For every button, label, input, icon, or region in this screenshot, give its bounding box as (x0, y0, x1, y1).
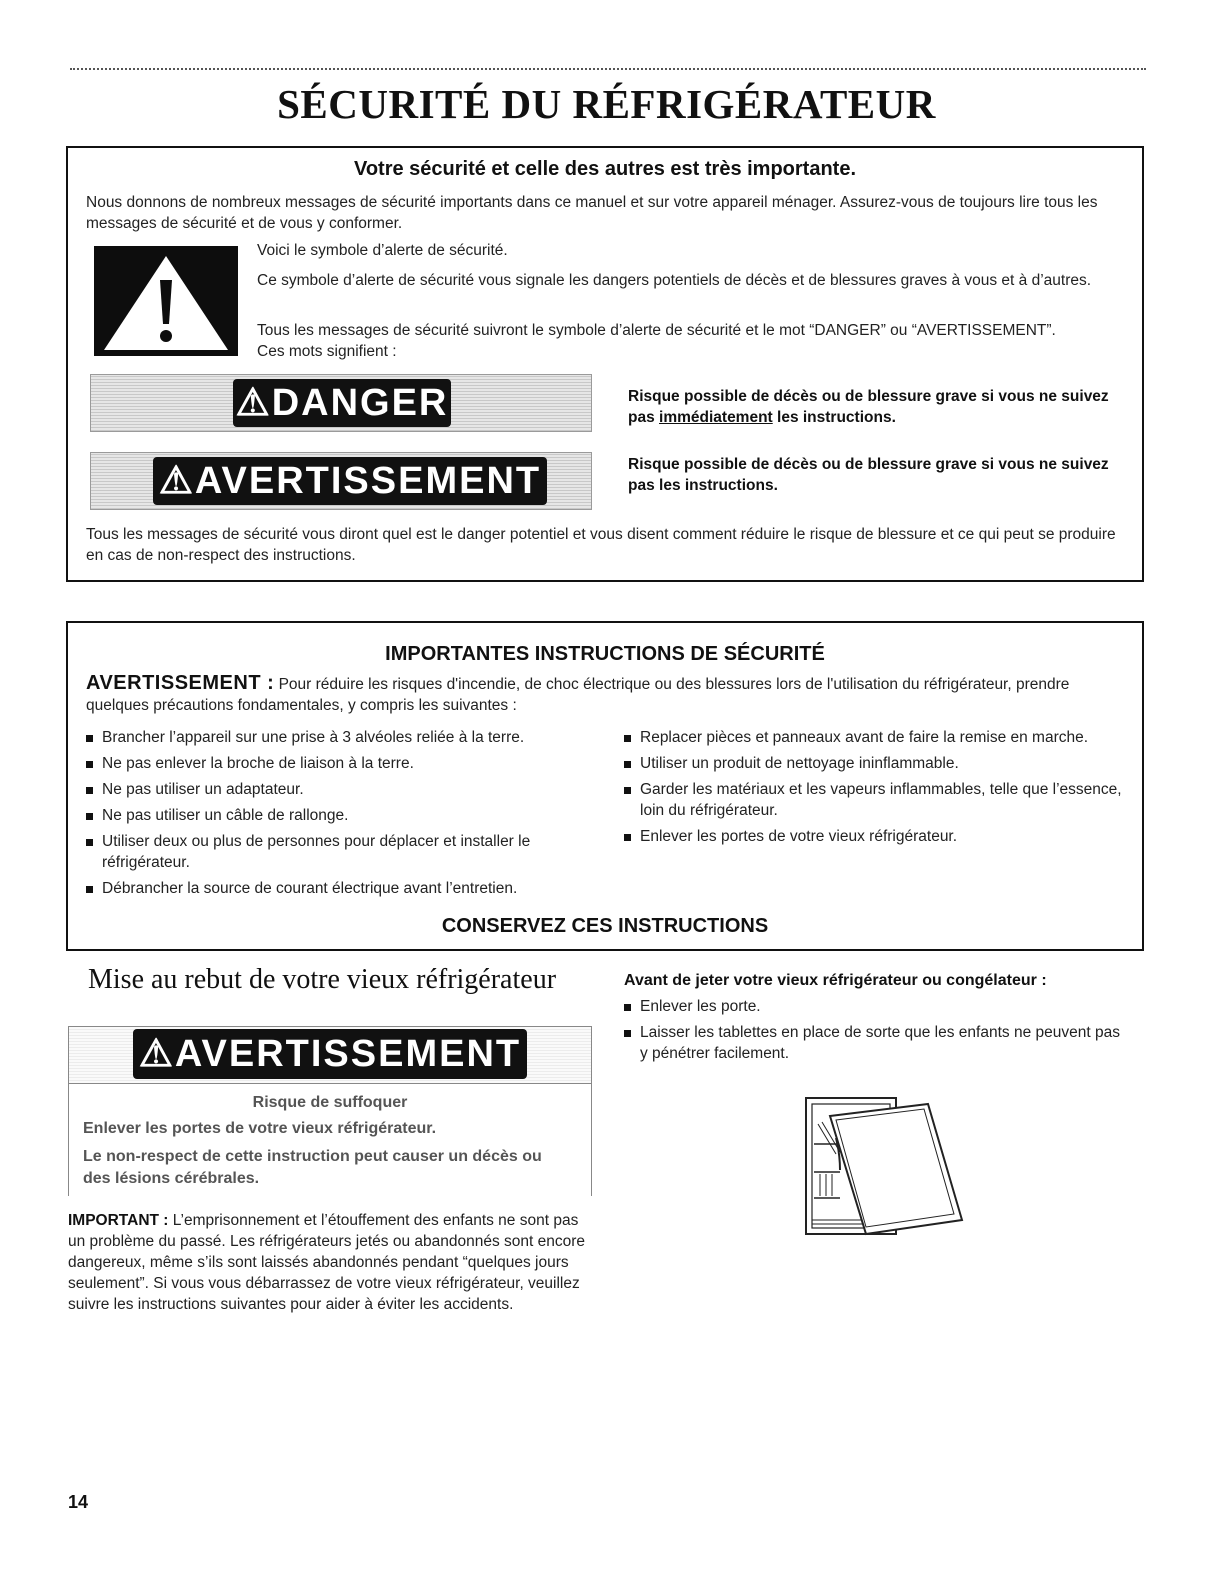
instructions-box (66, 621, 1144, 951)
list-item: Utiliser deux ou plus de personnes pour déplacer et installer le réfrigérateur. (86, 831, 616, 873)
top-dotted-rule (70, 68, 1146, 70)
safety-footer: Tous les messages de sécurité vous diront quel est le danger potentiel et vous disent comment réduire le risque de blessure et ce qui peut se produire en cas de non-respect des instructions. (86, 526, 1116, 564)
list-item: Ne pas utiliser un adaptateur. (86, 779, 616, 800)
danger-emphasis: immédiatement (659, 409, 773, 426)
refrigerator-door-removed-illustration (800, 1094, 970, 1249)
danger-label: ⚠DANGER (233, 379, 451, 427)
list-item: Replacer pièces et panneaux avant de faire la remise en marche. (624, 727, 1124, 748)
list-item: Utiliser un produit de nettoyage ininflammable. (624, 753, 1124, 774)
safety-box-heading: Votre sécurité et celle des autres est très importante. (353, 158, 857, 180)
instructions-right-list (624, 727, 1124, 852)
safety-intro: Nous donnons de nombreux messages de sécurité importants dans ce manuel et sur votre appareil ménager. Assurez-vous de toujours lire tous les messages de sécurité et de vous y conformer. (86, 194, 1098, 232)
instructions-warning: AVERTISSEMENT : Pour réduire les risques d'incendie, de choc électrique ou des blessures lors de l'utilisation du réfrigérateur, prendre quelques précautions fondamentales, y compris les suivantes : (86, 672, 1070, 714)
save-instructions-heading: CONSERVEZ CES INSTRUCTIONS (441, 915, 769, 937)
warning-banner (90, 452, 592, 510)
list-item: Brancher l’appareil sur une prise à 3 alvéoles reliée à la terre. (86, 727, 616, 748)
symbol-line-1: Voici le symbole d’alerte de sécurité. (257, 242, 508, 259)
danger-banner (90, 374, 592, 432)
list-item: Ne pas enlever la broche de liaison à la terre. (86, 753, 616, 774)
disposal-right-heading: Avant de jeter votre vieux réfrigérateur ou congélateur : (624, 972, 1047, 989)
suffocation-warning-label: ⚠AVERTISSEMENT (133, 1029, 527, 1079)
important-label: IMPORTANT : (68, 1212, 169, 1229)
disposal-title: Mise au rebut de votre vieux réfrigérateur (88, 964, 557, 995)
suffocation-line-1: Enlever les portes de votre vieux réfrigérateur. (83, 1120, 437, 1137)
important-paragraph: IMPORTANT : L’emprisonnement et l’étouffement des enfants ne sont pas un problème du passé. Les réfrigérateurs jetés ou abandonnés sont encore dangereux, même s’ils sont laissés abandonnés pendant “quelques jours seulement”. Si vous vous débarrassez de votre vieux réfrigérateur, veuillez suivre les instructions suivantes pour aider à éviter les accidents. (68, 1212, 586, 1313)
warning-label: ⚠AVERTISSEMENT (153, 457, 547, 505)
suffocation-warning-card (68, 1026, 592, 1196)
suffocation-risk: Risque de suffoquer (252, 1094, 408, 1111)
warning-description: Risque possible de décès ou de blessure grave si vous ne suivez pas les instructions. (628, 456, 1109, 494)
suffocation-line-2: Le non-respect de cette instruction peut causer un décès ou des lésions cérébrales. (83, 1148, 542, 1187)
danger-description: Risque possible de décès ou de blessure grave si vous ne suivez pas immédiatement les instructions. (628, 388, 1109, 426)
list-item: Débrancher la source de courant électrique avant l’entretien. (86, 878, 616, 899)
disposal-right-list (624, 996, 1124, 1069)
safety-message-box (66, 146, 1144, 582)
page-number: 14 (68, 1492, 89, 1512)
symbol-line-2: Ce symbole d’alerte de sécurité vous signale les dangers potentiels de décès et de blessures graves à vous et à d’autres. (257, 272, 1092, 289)
safety-alert-triangle-icon (94, 246, 238, 356)
list-item: Enlever les porte. (624, 996, 1124, 1017)
suffocation-warning-text (69, 1083, 591, 1196)
symbol-line-3: Tous les messages de sécurité suivront le symbole d’alerte de sécurité et le mot “DANGER” ou “AVERTISSEMENT”. Ces mots signifient : (257, 322, 1056, 360)
instructions-warning-label: AVERTISSEMENT : (86, 672, 275, 694)
list-item: Garder les matériaux et les vapeurs inflammables, telle que l’essence, loin du réfrigérateur. (624, 779, 1124, 821)
list-item: Ne pas utiliser un câble de rallonge. (86, 805, 616, 826)
list-item: Laisser les tablettes en place de sorte que les enfants ne peuvent pas y pénétrer facilement. (624, 1022, 1124, 1064)
page-title: SÉCURITÉ DU RÉFRIGÉRATEUR (277, 81, 936, 127)
instructions-heading: IMPORTANTES INSTRUCTIONS DE SÉCURITÉ (385, 643, 825, 665)
list-item: Enlever les portes de votre vieux réfrigérateur. (624, 826, 1124, 847)
instructions-left-list (86, 727, 616, 904)
